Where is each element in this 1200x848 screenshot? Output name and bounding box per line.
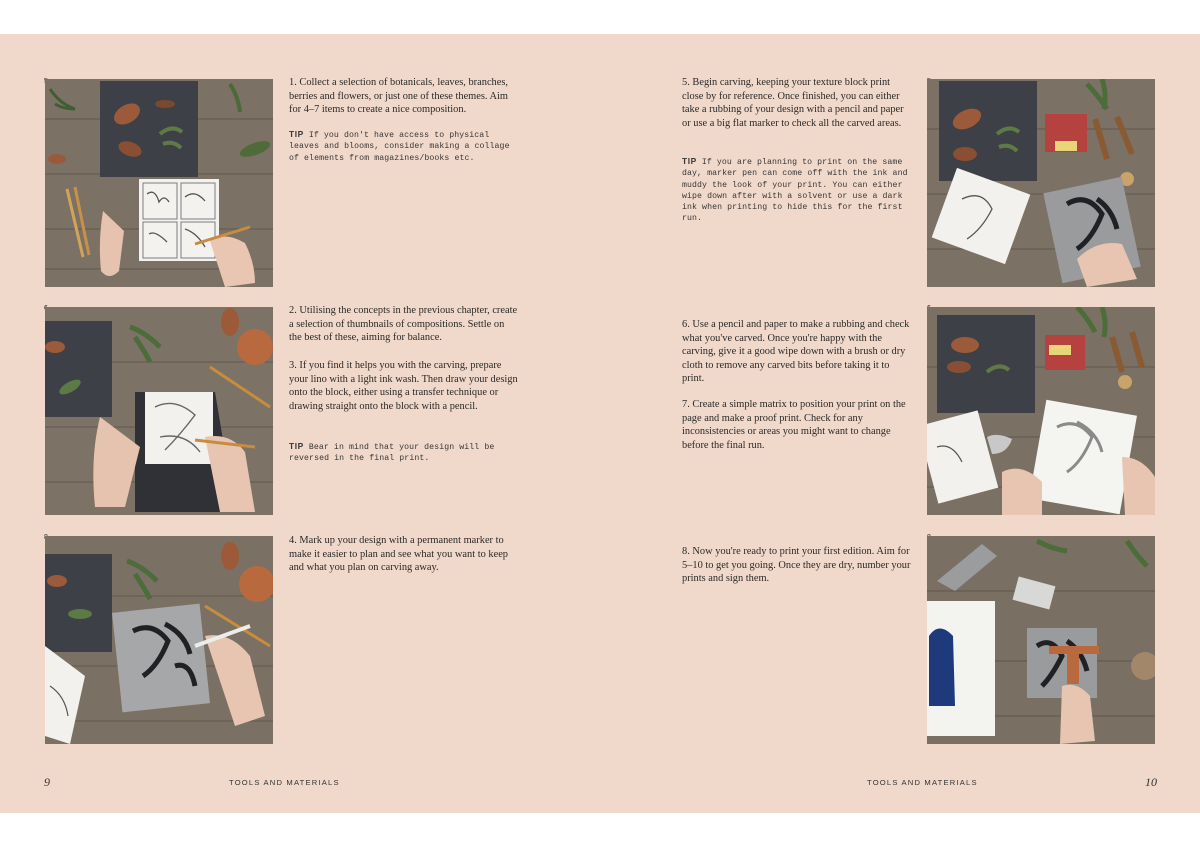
step-8: 8. Now you're ready to print your first edition. Aim for 5–10 to get you going. Once they are dry, number your prints and sign them. — [682, 546, 911, 585]
step-5: 5. Begin carving, keeping your texture block print close by for reference. Once finished, you can either take a rubbing of your design with a pencil and paper or use a big flat marker to check all the carved areas. — [682, 77, 904, 129]
step-6: 6. Use a pencil and paper to make a rubbing and check what you've carved. Once you're happy with the carving, give it a good wipe down with a brush or dry cloth to remove any carved bits before taking it to print. — [682, 319, 910, 385]
tip-2: TIP Bear in mind that your design will be reversed in the final print. — [289, 441, 495, 464]
step-1: 1. Collect a selection of botanicals, leaves, branches, berries and flowers, or just one of these themes. Aim for 4–7 items to create a nice composition. — [289, 77, 509, 116]
photo-drawing-on-lino — [45, 307, 273, 515]
photo-rubbing — [927, 307, 1155, 515]
photo-botanicals-sketch — [45, 79, 273, 287]
page-number-left: 9 — [44, 775, 50, 789]
running-head-left: TOOLS AND MATERIALS — [229, 778, 340, 787]
step-3: 3. If you find it helps you with the carving, prepare your lino with a light ink wash. Then draw your design onto the block, either using a transfer technique or drawing straight onto the block with a pencil. — [289, 360, 518, 412]
photo-carving-tools — [927, 79, 1155, 287]
photo-printing — [927, 536, 1155, 744]
page-number-right: 10 — [1145, 775, 1157, 789]
running-head-right: TOOLS AND MATERIALS — [867, 778, 978, 787]
step-4: 4. Mark up your design with a permanent marker to make it easier to plan and see what you want to keep and what you plan on carving away. — [289, 535, 508, 574]
tip-1: TIP If you don't have access to physical leaves and blooms, consider making a collage of elements from magazines/books etc. — [289, 129, 510, 163]
step-2: 2. Utilising the concepts in the previous chapter, create a selection of thumbnails of compositions. Settle on the best of these, aiming for balance. — [289, 305, 518, 344]
photo-marker-on-block — [45, 536, 273, 744]
tip-3: TIP If you are planning to print on the same day, marker pen can come off with the ink and muddy the look of your print. You can either wipe down after with a solvent or use a dark ink when printing to hide this for the first run. — [682, 156, 908, 224]
step-7: 7. Create a simple matrix to position your print on the page and make a proof print. Check for any inconsistencies or areas you might want to change before the final run. — [682, 399, 906, 451]
